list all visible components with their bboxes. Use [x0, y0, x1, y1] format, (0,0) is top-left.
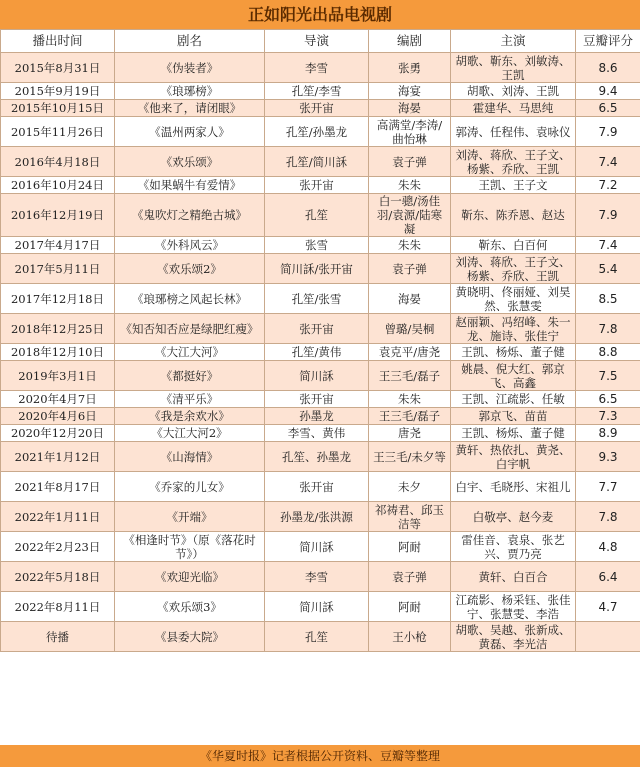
table-row — [1, 472, 640, 502]
cell-director: 孔笙 — [265, 194, 369, 237]
table-row — [1, 562, 640, 592]
cell-score: 9.4 — [576, 83, 640, 100]
table-row — [1, 532, 640, 562]
cell-score: 4.7 — [576, 592, 640, 622]
table-body — [1, 53, 640, 652]
cell-director: 孔笙 — [265, 622, 369, 652]
cell-score: 7.5 — [576, 361, 640, 391]
table-row — [1, 53, 640, 83]
cell-score: 8.9 — [576, 425, 640, 442]
cell-score: 7.8 — [576, 314, 640, 344]
cell-cast: 霍建华、马思纯 — [451, 100, 576, 117]
cell-writer: 王三毛/磊子 — [369, 361, 451, 391]
footer-source: 《华夏时报》记者根据公开资料、豆瓣等整理 — [0, 745, 640, 767]
cell-date: 2020年12月20日 — [1, 425, 115, 442]
cell-score: 7.4 — [576, 237, 640, 254]
cell-score: 6.5 — [576, 391, 640, 408]
cell-director: 孙墨龙 — [265, 408, 369, 425]
cell-director: 孔笙/简川訸 — [265, 147, 369, 177]
cell-name: 《欢乐颂》 — [115, 147, 265, 177]
table-row — [1, 314, 640, 344]
cell-score: 7.4 — [576, 147, 640, 177]
cell-name: 《清平乐》 — [115, 391, 265, 408]
cell-date: 2015年11月26日 — [1, 117, 115, 147]
cell-date: 2021年1月12日 — [1, 442, 115, 472]
cell-director: 张开宙 — [265, 177, 369, 194]
cell-director: 李雪、黄伟 — [265, 425, 369, 442]
cell-writer: 袁克平/唐尧 — [369, 344, 451, 361]
cell-writer: 袁子弹 — [369, 254, 451, 284]
cell-name: 《乔家的儿女》 — [115, 472, 265, 502]
cell-cast: 江疏影、杨采钰、张佳宁、张慧雯、李浩 — [451, 592, 576, 622]
cell-date: 2015年8月31日 — [1, 53, 115, 83]
cell-cast: 郭京飞、苗苗 — [451, 408, 576, 425]
table-row — [1, 502, 640, 532]
cell-writer: 袁子弹 — [369, 562, 451, 592]
cell-writer: 唐尧 — [369, 425, 451, 442]
cell-date: 2019年3月1日 — [1, 361, 115, 391]
cell-director: 简川訸 — [265, 532, 369, 562]
cell-writer: 海晏 — [369, 100, 451, 117]
cell-cast: 胡歌、靳东、刘敏涛、王凯 — [451, 53, 576, 83]
cell-director: 孔笙/李雪 — [265, 83, 369, 100]
cell-director: 简川訸 — [265, 592, 369, 622]
cell-name: 《琅琊榜之风起长林》 — [115, 284, 265, 314]
cell-date: 2015年10月15日 — [1, 100, 115, 117]
cell-cast: 白宇、毛晓彤、宋祖儿 — [451, 472, 576, 502]
table-row — [1, 254, 640, 284]
cell-score: 7.9 — [576, 194, 640, 237]
cell-writer: 阿耐 — [369, 532, 451, 562]
table-row — [1, 425, 640, 442]
cell-name: 《县委大院》 — [115, 622, 265, 652]
cell-director: 张开宙 — [265, 314, 369, 344]
drama-table — [0, 29, 640, 652]
cell-writer: 阿耐 — [369, 592, 451, 622]
cell-date: 2017年12月18日 — [1, 284, 115, 314]
cell-cast: 郭涛、任程伟、袁咏仪 — [451, 117, 576, 147]
cell-date: 2021年8月17日 — [1, 472, 115, 502]
header-name: 剧名 — [115, 30, 265, 53]
header-score: 豆瓣评分 — [576, 30, 640, 53]
cell-cast: 黄晓明、佟丽娅、刘昊然、张慧雯 — [451, 284, 576, 314]
cell-director: 孙墨龙/张洪源 — [265, 502, 369, 532]
table-row — [1, 592, 640, 622]
cell-writer: 朱朱 — [369, 391, 451, 408]
cell-director: 简川訸/张开宙 — [265, 254, 369, 284]
table-row — [1, 284, 640, 314]
cell-date: 2018年12月10日 — [1, 344, 115, 361]
cell-cast: 靳东、白百何 — [451, 237, 576, 254]
cell-cast: 胡歌、刘涛、王凯 — [451, 83, 576, 100]
cell-cast: 黄轩、白百合 — [451, 562, 576, 592]
cell-director: 孔笙/张雪 — [265, 284, 369, 314]
cell-date: 2016年12月19日 — [1, 194, 115, 237]
table-row — [1, 194, 640, 237]
cell-director: 张开宙 — [265, 100, 369, 117]
header-writer: 编剧 — [369, 30, 451, 53]
cell-cast: 雷佳音、袁泉、张艺兴、贾乃亮 — [451, 532, 576, 562]
cell-score: 5.4 — [576, 254, 640, 284]
cell-cast: 姚晨、倪大红、郭京飞、高鑫 — [451, 361, 576, 391]
cell-score: 7.8 — [576, 502, 640, 532]
table-row — [1, 408, 640, 425]
table-row — [1, 344, 640, 361]
cell-date: 2018年12月25日 — [1, 314, 115, 344]
cell-cast: 赵丽颖、冯绍峰、朱一龙、施诗、张佳宁 — [451, 314, 576, 344]
cell-name: 《大江大河》 — [115, 344, 265, 361]
cell-writer: 高满堂/李涛/曲怡琳 — [369, 117, 451, 147]
cell-name: 《如果蜗牛有爱情》 — [115, 177, 265, 194]
cell-date: 2022年8月11日 — [1, 592, 115, 622]
cell-score: 4.8 — [576, 532, 640, 562]
cell-name: 《鬼吹灯之精绝古城》 — [115, 194, 265, 237]
cell-score: 7.9 — [576, 117, 640, 147]
cell-writer: 袁子弹 — [369, 147, 451, 177]
cell-name: 《我是余欢水》 — [115, 408, 265, 425]
table-row — [1, 117, 640, 147]
cell-date: 2020年4月6日 — [1, 408, 115, 425]
cell-name: 《欢乐颂3》 — [115, 592, 265, 622]
cell-director: 孔笙、孙墨龙 — [265, 442, 369, 472]
cell-writer: 王小枪 — [369, 622, 451, 652]
cell-score: 7.2 — [576, 177, 640, 194]
cell-director: 孔笙/孙墨龙 — [265, 117, 369, 147]
cell-cast: 胡歌、吴越、张新成、黄磊、李光洁 — [451, 622, 576, 652]
header-date: 播出时间 — [1, 30, 115, 53]
table-header-row — [1, 30, 640, 53]
cell-director: 简川訸 — [265, 361, 369, 391]
table-row — [1, 442, 640, 472]
table-row — [1, 100, 640, 117]
cell-score: 7.7 — [576, 472, 640, 502]
cell-cast: 王凯、江疏影、任敏 — [451, 391, 576, 408]
cell-cast: 黄轩、热依扎、黄尧、白宇帆 — [451, 442, 576, 472]
cell-date: 2020年4月7日 — [1, 391, 115, 408]
cell-name: 《大江大河2》 — [115, 425, 265, 442]
cell-name: 《外科风云》 — [115, 237, 265, 254]
cell-date: 2022年2月23日 — [1, 532, 115, 562]
cell-score — [576, 622, 640, 652]
cell-cast: 刘涛、蒋欣、王子文、杨紫、乔欣、王凯 — [451, 147, 576, 177]
cell-date: 2022年1月11日 — [1, 502, 115, 532]
table-row — [1, 237, 640, 254]
cell-date: 2017年4月17日 — [1, 237, 115, 254]
cell-name: 《琅琊榜》 — [115, 83, 265, 100]
cell-name: 《伪装者》 — [115, 53, 265, 83]
cell-writer: 祁祷君、邱玉洁等 — [369, 502, 451, 532]
cell-score: 9.3 — [576, 442, 640, 472]
cell-cast: 王凯、杨烁、董子健 — [451, 425, 576, 442]
cell-date: 2016年4月18日 — [1, 147, 115, 177]
cell-date: 2017年5月11日 — [1, 254, 115, 284]
header-director: 导演 — [265, 30, 369, 53]
cell-name: 《欢迎光临》 — [115, 562, 265, 592]
cell-date: 2016年10月24日 — [1, 177, 115, 194]
cell-name: 《都挺好》 — [115, 361, 265, 391]
header-cast: 主演 — [451, 30, 576, 53]
table-row — [1, 83, 640, 100]
cell-name: 《他来了，请闭眼》 — [115, 100, 265, 117]
cell-score: 8.5 — [576, 284, 640, 314]
cell-cast: 靳东、陈乔恩、赵达 — [451, 194, 576, 237]
cell-writer: 海晏 — [369, 284, 451, 314]
table-row — [1, 177, 640, 194]
cell-cast: 刘涛、蒋欣、王子文、杨紫、乔欣、王凯 — [451, 254, 576, 284]
cell-score: 8.6 — [576, 53, 640, 83]
cell-writer: 曾璐/吴桐 — [369, 314, 451, 344]
cell-date: 2022年5月18日 — [1, 562, 115, 592]
cell-cast: 王凯、杨烁、董子健 — [451, 344, 576, 361]
cell-name: 《开端》 — [115, 502, 265, 532]
table-row — [1, 361, 640, 391]
cell-name: 《欢乐颂2》 — [115, 254, 265, 284]
cell-writer: 未夕 — [369, 472, 451, 502]
cell-director: 李雪 — [265, 53, 369, 83]
cell-cast: 王凯、王子文 — [451, 177, 576, 194]
cell-score: 6.5 — [576, 100, 640, 117]
cell-name: 《温州两家人》 — [115, 117, 265, 147]
cell-cast: 白敬亭、赵今麦 — [451, 502, 576, 532]
cell-name: 《相逢时节》（原《落花时节》） — [115, 532, 265, 562]
cell-writer: 白一骢/汤佳羽/袁源/陆寒凝 — [369, 194, 451, 237]
table-row — [1, 391, 640, 408]
cell-score: 7.3 — [576, 408, 640, 425]
table-row — [1, 622, 640, 652]
table-row — [1, 147, 640, 177]
page-title: 正如阳光出品电视剧 — [0, 0, 640, 29]
cell-name: 《山海情》 — [115, 442, 265, 472]
cell-director: 张雪 — [265, 237, 369, 254]
cell-director: 张开宙 — [265, 391, 369, 408]
cell-writer: 海宴 — [369, 83, 451, 100]
cell-director: 张开宙 — [265, 472, 369, 502]
cell-date: 待播 — [1, 622, 115, 652]
cell-writer: 朱朱 — [369, 237, 451, 254]
cell-writer: 王三毛/磊子 — [369, 408, 451, 425]
cell-director: 李雪 — [265, 562, 369, 592]
cell-date: 2015年9月19日 — [1, 83, 115, 100]
cell-writer: 朱朱 — [369, 177, 451, 194]
cell-score: 8.8 — [576, 344, 640, 361]
cell-writer: 张勇 — [369, 53, 451, 83]
cell-score: 6.4 — [576, 562, 640, 592]
cell-writer: 王三毛/未夕等 — [369, 442, 451, 472]
cell-name: 《知否知否应是绿肥红瘦》 — [115, 314, 265, 344]
cell-director: 孔笙/黄伟 — [265, 344, 369, 361]
